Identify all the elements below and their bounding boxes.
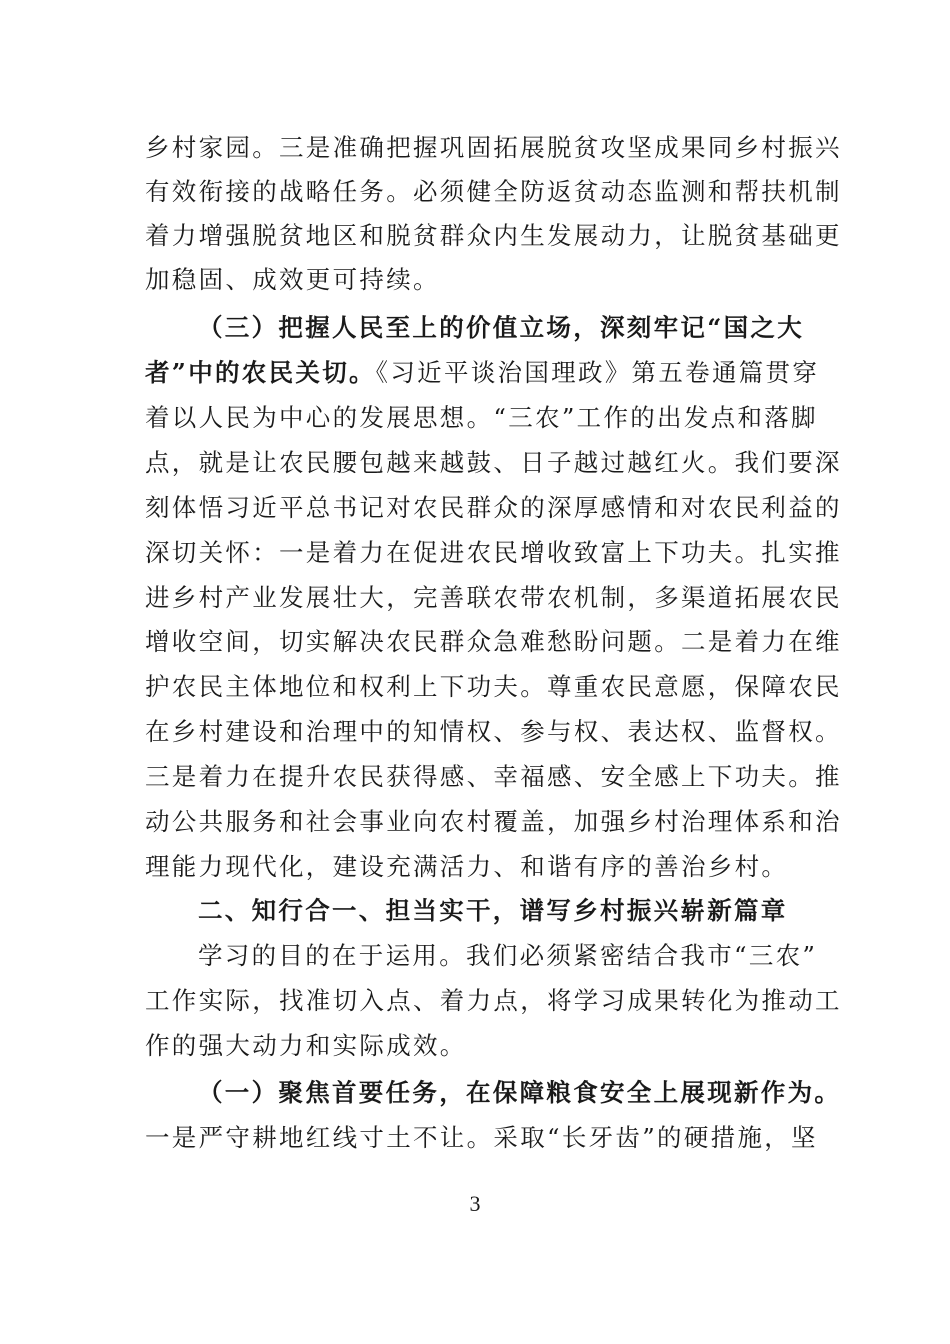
text-segment: 点，就是让农民腰包越来越鼓、日子越过越红火。我们要深 xyxy=(145,448,842,477)
text-segment: 作的强大动力和实际成效。 xyxy=(145,1031,467,1060)
text-line xyxy=(145,1024,815,1068)
text-segment: 学习的目的在于运用。我们必须紧密结合我市“三农” xyxy=(198,941,818,970)
text-segment: 着以人民为中心的发展思想。“三农”工作的出发点和落脚 xyxy=(145,403,818,432)
text-line xyxy=(145,170,842,214)
section-subheading-line xyxy=(198,1071,842,1115)
text-line xyxy=(145,755,842,799)
text-line xyxy=(145,351,820,395)
text-segment: 进乡村产业发展壮大，完善联农带农机制，多渠道拓展农民 xyxy=(145,583,842,612)
text-segment: 三是着力在提升农民获得感、幸福感、安全感上下功夫。推 xyxy=(145,762,842,791)
text-line xyxy=(145,979,842,1023)
text-segment: 增收空间，切实解决农民群众急难愁盼问题。二是着力在维 xyxy=(145,627,842,656)
section-subheading-text: 者”中的农民关切。 xyxy=(145,358,376,387)
section-subheading-line xyxy=(198,306,815,350)
text-line xyxy=(145,845,815,889)
text-segment: 动公共服务和社会事业向农村覆盖，加强乡村治理体系和治 xyxy=(145,807,842,836)
text-line xyxy=(145,396,818,440)
section-heading-text: 二、知行合一、担当实干，谱写乡村振兴崭新篇章 xyxy=(198,896,788,925)
text-line xyxy=(145,1116,818,1160)
text-segment: 一是严守耕地红线寸土不让。采取“长牙齿”的硬措施，坚 xyxy=(145,1123,818,1152)
text-segment: 深切关怀：一是着力在促进农民增收致富上下功夫。扎实推 xyxy=(145,538,842,567)
text-segment: 理能力现代化，建设充满活力、和谐有序的善治乡村。 xyxy=(145,852,789,881)
text-segment: 乡村家园。三是准确把握巩固拓展脱贫攻坚成果同乡村振兴 xyxy=(145,133,842,162)
text-segment: 着力增强脱贫地区和脱贫群众内生发展动力，让脱贫基础更 xyxy=(145,221,842,250)
section-subheading-text: （一）聚焦首要任务，在保障粮食安全上展现新作为。 xyxy=(198,1078,842,1107)
text-segment: 护农民主体地位和权利上下功夫。尊重农民意愿，保障农民 xyxy=(145,672,842,701)
section-subheading-text: （三）把握人民至上的价值立场，深刻牢记“国之大 xyxy=(198,313,804,342)
text-line xyxy=(145,665,842,709)
text-segment: 刻体悟习近平总书记对农民群众的深厚感情和对农民利益的 xyxy=(145,493,842,522)
text-segment: 《习近平谈治国理政》第五卷通篇贯穿 xyxy=(375,358,820,387)
text-line xyxy=(145,258,815,302)
page-number: 3 xyxy=(469,1191,481,1216)
text-line xyxy=(145,620,842,664)
text-line xyxy=(145,486,842,530)
text-line xyxy=(145,126,842,170)
text-segment: 工作实际，找准切入点、着力点，将学习成果转化为推动工 xyxy=(145,986,842,1015)
text-line xyxy=(145,710,842,754)
text-line xyxy=(198,934,818,978)
text-line xyxy=(145,576,842,620)
text-line xyxy=(145,214,842,258)
text-segment: 有效衔接的战略任务。必须健全防返贫动态监测和帮扶机制 xyxy=(145,177,842,206)
text-line xyxy=(145,531,842,575)
text-line xyxy=(145,441,842,485)
text-segment: 在乡村建设和治理中的知情权、参与权、表达权、监督权。 xyxy=(145,717,842,746)
text-segment: 加稳固、成效更可持续。 xyxy=(145,265,440,294)
section-heading xyxy=(198,889,815,933)
text-line xyxy=(145,800,842,844)
